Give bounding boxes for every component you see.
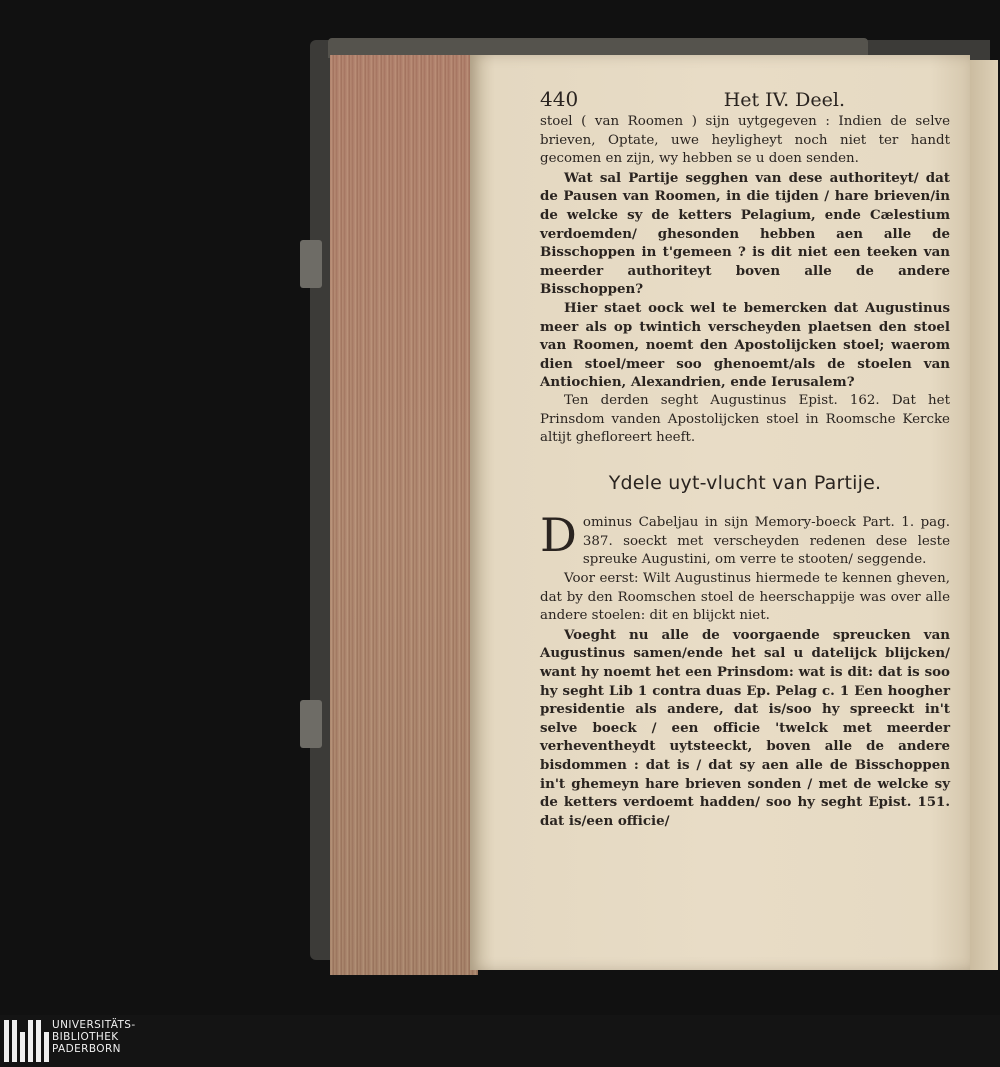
paragraph-4: Ten derden seght Augustinus Epist. 162. Dat het Prinsdom vanden Apostolijcken stoel in Roomsche Kercke altijt ghefloreert heeft. <box>540 392 950 446</box>
library-logo-icon <box>4 1020 49 1062</box>
section-paragraph-1 <box>540 508 950 570</box>
page-number: 440 <box>540 87 579 111</box>
paragraph-2: Wat sal Partije segghen van dese authoriteyt/ dat de Pausen van Roomen, in die tijden / hare brieven/in de welcke sy de ketters Pelagium, ende Cælestium verdoemden/ ghesonden hebben aen alle de Bisschoppen in t'gemeen ? is dit niet een teeken van meerder authoriteyt boven alle de andere Bisschoppen? <box>540 169 950 298</box>
library-name-line-2: BIBLIOTHEK <box>52 1031 119 1043</box>
page-header <box>540 88 950 111</box>
running-head: Het IV. Deel. <box>723 89 845 111</box>
paragraph-1: stoel ( van Roomen ) sijn uytgegeven : Indien de selve brieven, Optate, uwe heyligheyt noch niet ter handt gecomen en zijn, wy hebben se u doen senden. <box>540 114 950 167</box>
page-text <box>540 88 950 830</box>
section-heading: Ydele uyt-vlucht van Partije. <box>608 471 882 494</box>
clasp-bottom <box>300 700 322 748</box>
library-name-line-1: UNIVERSITÄTS- <box>52 1019 136 1031</box>
page-edges <box>330 55 478 975</box>
section-paragraph-3: Voeght nu alle de voorgaende spreucken van Augustinus samen/ende het sal u datelijck blijcken/ want hy noemt het een Prinsdom: wat is dit: dat is soo hy seght Lib 1 contra duas Ep. Pelag c. 1 Een hoogher presidentie als andere, dat is/soo hy spreeckt in't selve boeck / een officie 'twelck met meerder verheventheydt uytsteeckt, boven alle de andere bisdommen : dat is / dat sy aen alle de Bisschoppen in't ghemeyn hare brieven sonden / met de welcke sy de ketters verdoemt hadden/ soo hy seght Epist. 151. dat is/een officie/ <box>540 626 950 829</box>
section-paragraph-1-text: ominus Cabeljau in sijn Memory-boeck Part. 1. pag. 387. soeckt met verscheyden redenen dese leste spreuke Augustini, om verre te stooten/ seggende. <box>582 515 950 568</box>
next-page-edge <box>970 60 998 970</box>
paragraph-3: Hier staet oock wel te bemercken dat Augustinus meer als op twintich verscheyden plaetsen den stoel van Roomen, noemt den Apostolijcken stoel; waerom dien stoel/meer soo ghenoemt/als de stoelen van Antiochien, Alexandrien, ende Ierusalem? <box>540 299 950 391</box>
library-name-line-3: PADERBORN <box>52 1043 121 1055</box>
drop-cap: D <box>540 508 577 563</box>
clasp-top <box>300 240 322 288</box>
section-paragraph-2: Voor eerst: Wilt Augustinus hiermede te kennen gheven, dat by den Roomschen stoel de heerschappije was over alle andere stoelen: dit en blijckt niet. <box>540 571 950 624</box>
library-name <box>52 1019 136 1055</box>
footer-bar <box>0 1015 1000 1067</box>
